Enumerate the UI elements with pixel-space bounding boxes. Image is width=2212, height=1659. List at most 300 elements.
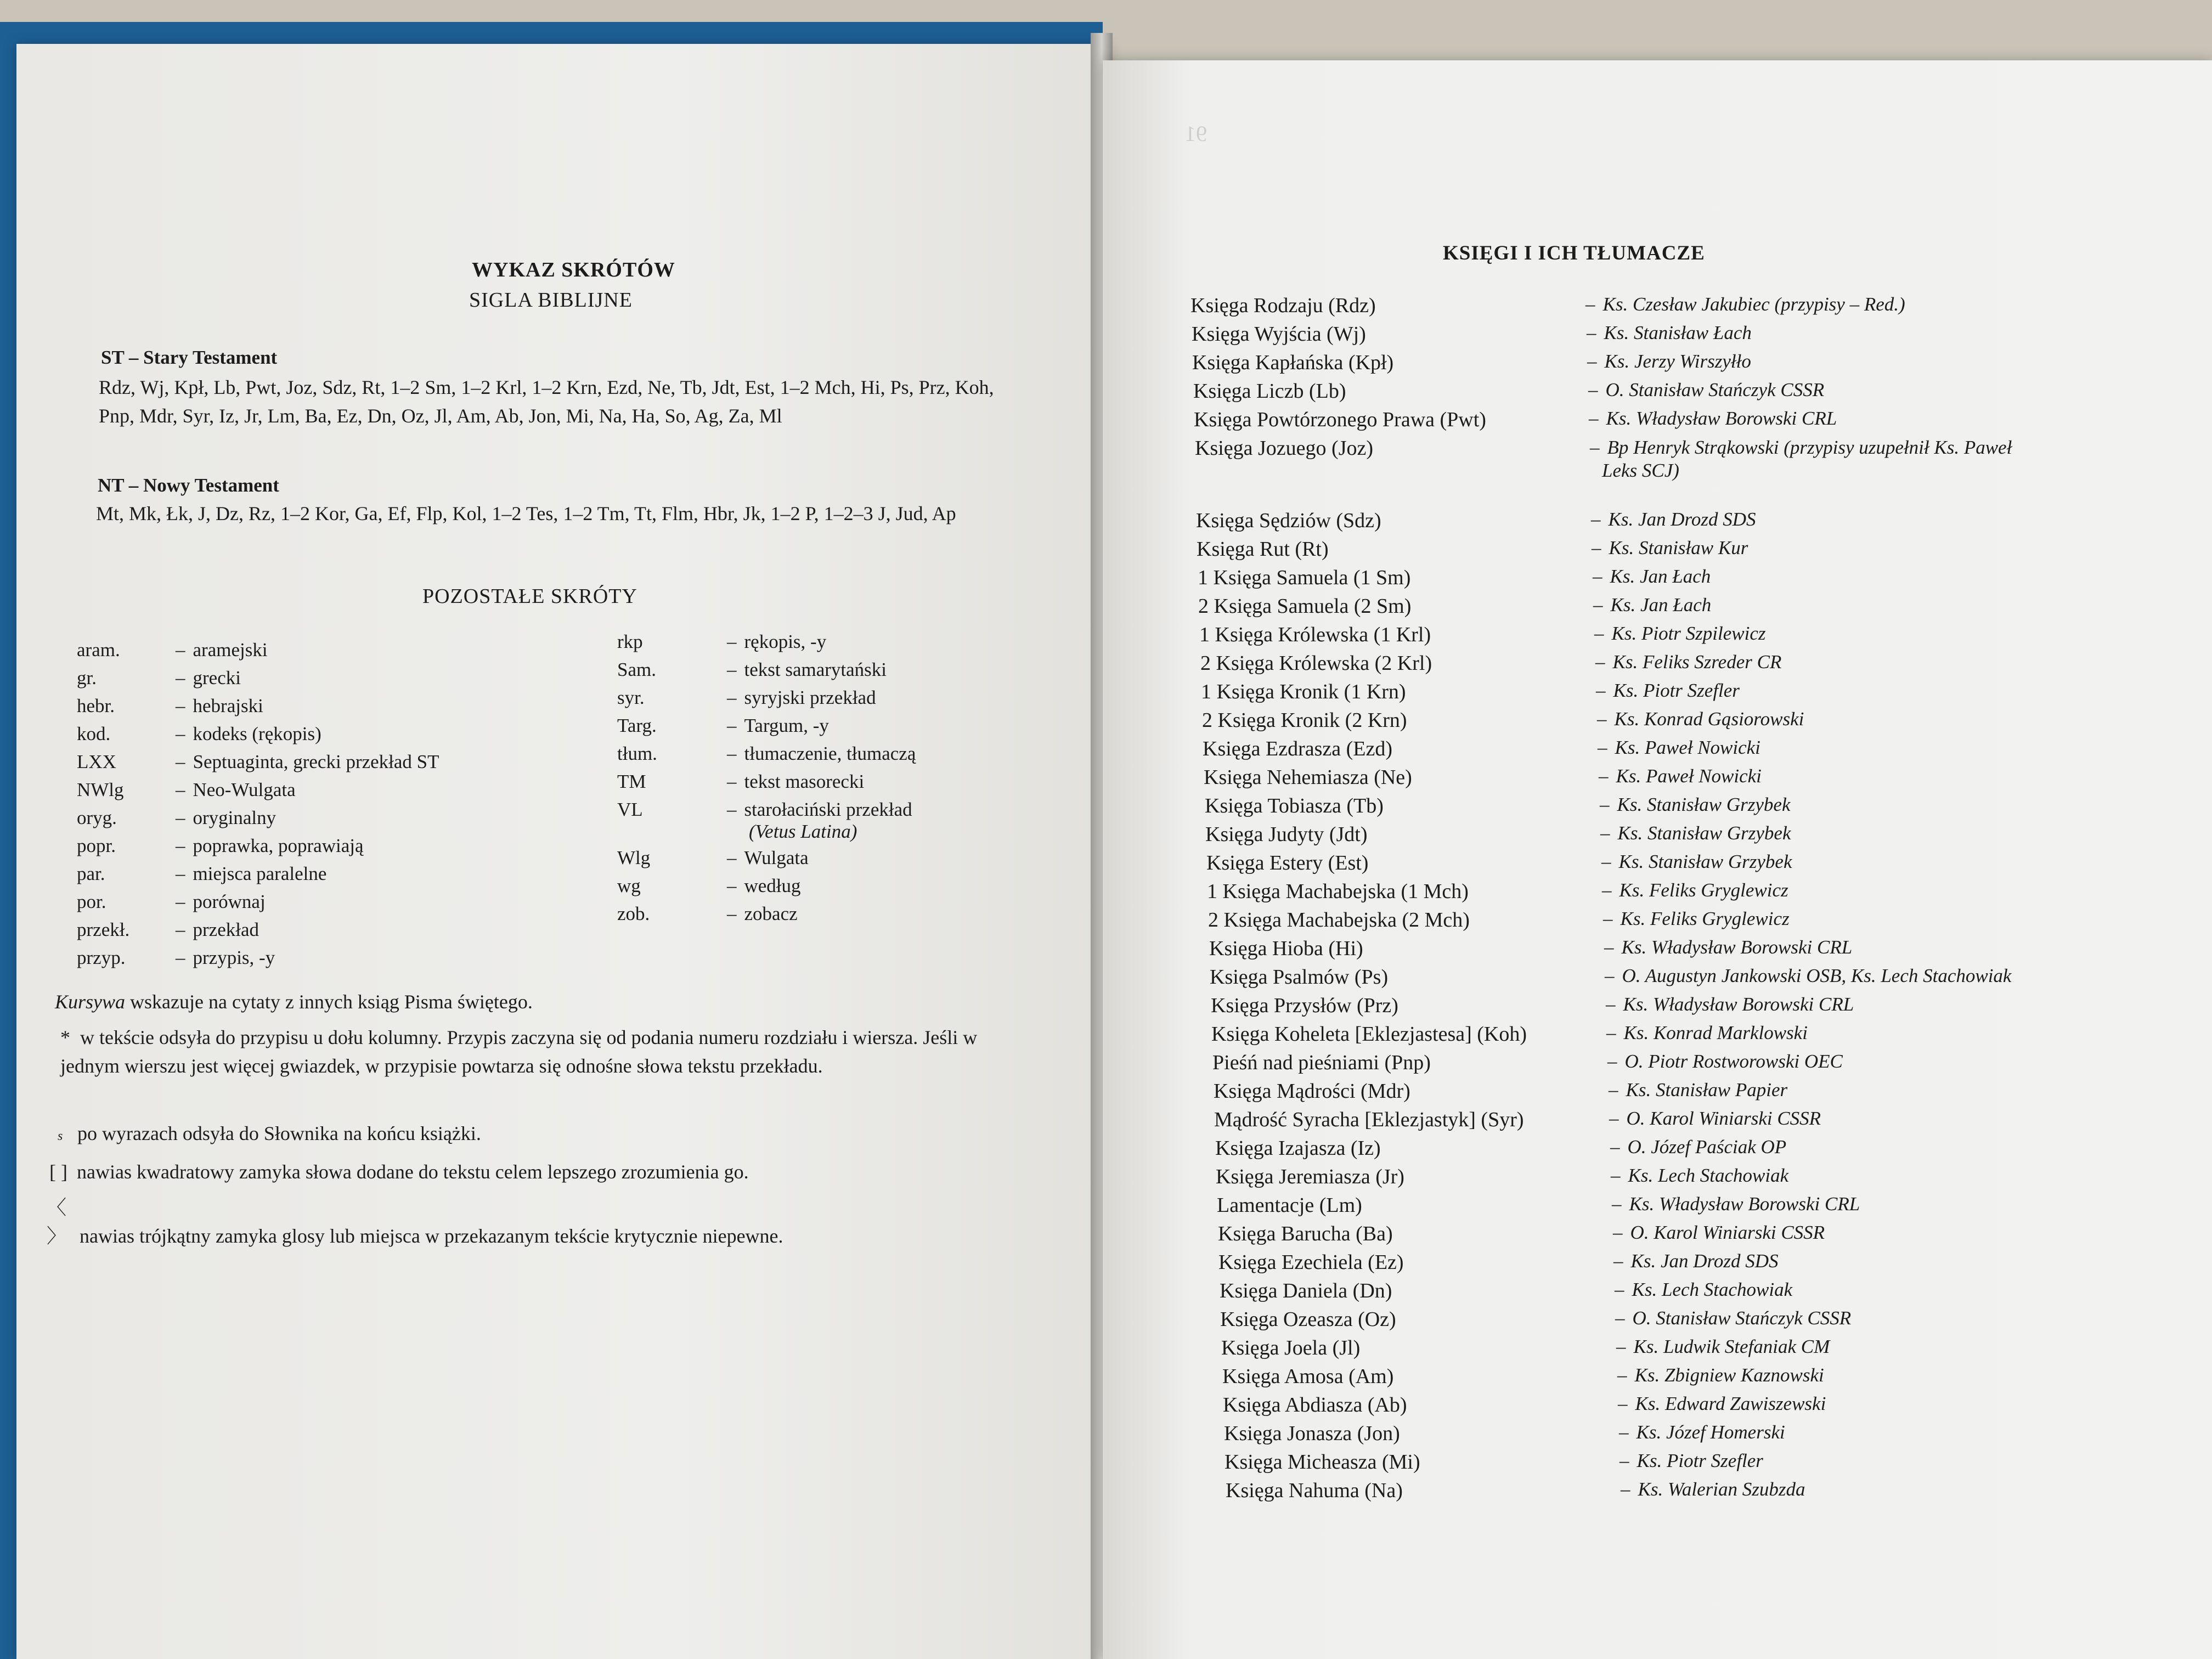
abbreviation-meaning-text: według (744, 875, 801, 896)
dash: – (1590, 437, 1600, 458)
dash: – (1599, 765, 1609, 787)
abbreviation-meaning (176, 919, 259, 947)
new-testament-label: NT – Nowy Testament (98, 475, 279, 496)
translator (1605, 965, 2011, 987)
translator (1613, 1250, 1779, 1272)
dash: – (176, 779, 185, 800)
old-testament-label: ST – Stary Testament (101, 347, 278, 368)
dash: – (727, 847, 737, 868)
translator-name: Ks. Jan Drozd SDS (1608, 509, 1756, 530)
abbreviation-meaning-text: miejsca paralelne (193, 863, 327, 884)
abbreviation-row (617, 847, 916, 875)
translator-name: Ks. Jan Drozd SDS (1630, 1250, 1779, 1272)
abbreviation-meaning (727, 715, 829, 743)
abbreviation-row (77, 807, 439, 835)
dash: – (1613, 1250, 1623, 1272)
abbreviation-key: tłum. (617, 743, 657, 764)
sigla-heading: SIGLA BIBLIJNE (469, 289, 633, 312)
translator (1615, 1307, 1851, 1329)
book-name: Księga Judyty (Jdt) (1205, 823, 1368, 846)
translator (1591, 509, 1756, 531)
abbreviation-meaning (727, 743, 916, 771)
translator-name: Ks. Jan Łach (1610, 566, 1711, 587)
translator (1601, 851, 1792, 873)
dash: – (176, 835, 185, 856)
translator-name: Ks. Piotr Szefler (1613, 680, 1740, 701)
abbreviation-meaning-text: zobacz (744, 903, 798, 924)
abbreviation-key: przyp. (77, 947, 126, 968)
book-name: 2 Księga Samuela (2 Sm) (1198, 595, 1412, 618)
book-name: Księga Powtórzonego Prawa (Pwt) (1194, 408, 1486, 431)
note-italic-word: Kursywa (55, 991, 126, 1013)
dash: – (1612, 1193, 1622, 1215)
book-name: Księga Jonasza (Jon) (1224, 1422, 1400, 1445)
note-asterisk (60, 1023, 1026, 1080)
translator (1619, 1421, 1785, 1443)
abbreviation-row (617, 743, 916, 771)
translator (1615, 1279, 1792, 1301)
dash: – (727, 771, 737, 792)
dash: – (1593, 566, 1602, 587)
dash: – (1613, 1222, 1623, 1243)
translator (1620, 1450, 1763, 1472)
translator (1585, 294, 1905, 315)
abbreviation-meaning (176, 863, 326, 891)
abbreviation-meaning-text: przekład (193, 919, 259, 940)
abbreviation-key: gr. (77, 667, 97, 689)
abbreviation-meaning-text: Septuaginta, grecki przekład ST (193, 751, 439, 772)
dash: – (1620, 1450, 1629, 1471)
translator-name: O. Józef Paściak OP (1627, 1136, 1787, 1158)
translator (1598, 737, 1760, 759)
translator (1618, 1393, 1826, 1415)
dash: – (1604, 936, 1614, 958)
dash: – (1602, 879, 1612, 901)
note-asterisk-text: w tekście odsyła do przypisu u dołu kolumny. Przypis zaczyna się od podania numeru rozdziału i wiersza. Jeśli w jednym wierszu jest więcej gwiazdek, w przypisie powtarza się odnośne słowa tekstu przekładu. (60, 1026, 978, 1077)
book-name: Księga Liczb (Lb) (1193, 380, 1346, 403)
dash: – (727, 659, 737, 680)
translator-name: Ks. Stanisław Kur (1609, 537, 1748, 558)
translator (1589, 408, 1837, 430)
dash: – (1592, 537, 1601, 558)
dash: – (727, 687, 737, 708)
abbreviation-row (77, 947, 439, 975)
abbreviation-key: syr. (617, 687, 645, 708)
book-name: Księga Koheleta [Eklezjastesa] (Koh) (1211, 1023, 1527, 1046)
translator-name-continued: Leks SCJ) (1602, 460, 1679, 481)
abbreviation-meaning-text: poprawka, poprawiają (193, 835, 364, 856)
book-name: Księga Mądrości (Mdr) (1214, 1080, 1410, 1103)
asterisk-symbol: * (60, 1026, 70, 1048)
abbreviation-row (617, 631, 916, 659)
translator (1602, 879, 1788, 901)
abbreviation-meaning (176, 835, 363, 863)
translator (1597, 708, 1804, 730)
abbreviation-meaning-text: tekst masorecki (744, 771, 865, 792)
translator (1595, 651, 1781, 673)
translator (1593, 594, 1711, 616)
dash: – (1609, 1108, 1619, 1129)
dash: – (1600, 822, 1610, 844)
dash: – (1618, 1393, 1628, 1414)
book-name: Księga Ezechiela (Ez) (1218, 1251, 1404, 1274)
translator-name: O. Piotr Rostworowski OEC (1624, 1051, 1843, 1072)
abbreviation-meaning (176, 751, 439, 779)
dash: – (1587, 351, 1597, 372)
book-name: Mądrość Syracha [Eklezjastyk] (Syr) (1214, 1108, 1524, 1131)
translator-name: Ks. Stanisław Łach (1604, 322, 1752, 343)
abbreviation-meaning (727, 875, 801, 903)
abbreviation-meaning-text: grecki (193, 667, 241, 689)
book-name: Księga Nehemiasza (Ne) (1204, 766, 1412, 789)
abbreviation-key: kod. (77, 723, 111, 744)
abbreviation-row (77, 723, 439, 751)
note-dictionary-text: po wyrazach odsyła do Słownika na końcu książki. (77, 1122, 481, 1144)
dash: – (1619, 1421, 1629, 1443)
note-italic-text: wskazuje na cytaty z innych ksiąg Pisma świętego. (125, 991, 533, 1013)
translator (1600, 794, 1790, 816)
abbreviation-row (77, 695, 439, 723)
book-name: Księga Hioba (Hi) (1209, 937, 1363, 960)
abbreviation-meaning (727, 687, 876, 715)
translator-name: Ks. Stanisław Papier (1626, 1079, 1788, 1101)
translator (1616, 1336, 1830, 1358)
book-name: Księga Kapłańska (Kpł) (1192, 351, 1394, 374)
abbreviation-key: hebr. (77, 695, 115, 716)
right-page (1103, 60, 2212, 1659)
translator-name: Ks. Konrad Gąsiorowski (1614, 708, 1804, 730)
translator-name: O. Karol Winiarski CSSR (1630, 1222, 1825, 1243)
translator (1603, 908, 1790, 930)
note-square-brackets (49, 1158, 1048, 1186)
books-translators-title: KSIĘGI I ICH TŁUMACZE (1443, 242, 1705, 264)
abbreviation-key: zob. (617, 903, 650, 924)
dash: – (1611, 1165, 1621, 1186)
abbreviation-list-right (617, 631, 916, 931)
dash: – (1617, 1364, 1627, 1386)
abbreviation-row (617, 875, 916, 903)
dash: – (727, 715, 737, 736)
abbreviation-meaning-text: tłumaczenie, tłumaczą (744, 743, 916, 764)
translator (1587, 351, 1751, 373)
translator-name: Ks. Feliks Gryglewicz (1620, 908, 1790, 929)
dash: – (1607, 1051, 1617, 1072)
translator (1621, 1479, 1805, 1500)
abbreviation-row (617, 687, 916, 715)
dash: – (176, 639, 185, 661)
dash: – (1616, 1336, 1626, 1357)
abbreviation-row (617, 715, 916, 743)
abbreviation-meaning (176, 807, 276, 835)
new-testament-sigla: Mt, Mk, Łk, J, Dz, Rz, 1–2 Kor, Ga, Ef, Flp, Kol, 1–2 Tes, 1–2 Tm, Tt, Flm, Hbr, Jk, 1–2 P, 1–2–3 J, Jud, Ap (96, 503, 956, 524)
dash: – (1587, 322, 1596, 343)
abbreviation-meaning-text: tekst samarytański (744, 659, 887, 680)
translator (1609, 1108, 1821, 1130)
translator (1611, 1165, 1788, 1187)
dash: – (727, 743, 737, 764)
note-italic (55, 988, 1053, 1016)
dash: – (1595, 651, 1605, 673)
translator (1610, 1136, 1786, 1158)
abbreviation-row (77, 891, 439, 919)
dash: – (727, 799, 737, 820)
translator-name: Ks. Ludwik Stefaniak CM (1633, 1336, 1830, 1357)
note-square-brackets-text: nawias kwadratowy zamyka słowa dodane do tekstu celem lepszego zrozumienia go. (77, 1161, 749, 1183)
dash: – (176, 919, 185, 940)
abbreviation-row (77, 863, 439, 891)
dash: – (1606, 1022, 1616, 1043)
translator-name: O. Augustyn Jankowski OSB, Ks. Lech Stachowiak (1622, 965, 2012, 986)
note-angle-brackets (47, 1193, 1045, 1250)
translator-name: Ks. Józef Homerski (1636, 1421, 1785, 1443)
translator-name: Ks. Władysław Borowski CRL (1621, 936, 1853, 958)
dash: – (1601, 851, 1611, 872)
book-name: Pieśń nad pieśniami (Pnp) (1212, 1051, 1431, 1074)
book-name: Księga Wyjścia (Wj) (1192, 323, 1366, 346)
book-name: 2 Księga Królewska (2 Krl) (1200, 652, 1432, 675)
abbreviation-meaning (176, 639, 268, 667)
book-name: Księga Sędziów (Sdz) (1196, 509, 1381, 532)
translator-name: Ks. Władysław Borowski CRL (1606, 408, 1837, 429)
abbreviation-meaning (176, 667, 241, 695)
translator-name: Ks. Władysław Borowski CRL (1629, 1193, 1860, 1215)
abbreviation-key: przekł. (77, 919, 130, 940)
dash: – (176, 723, 185, 744)
abbreviation-meaning (727, 903, 798, 931)
dash: – (1588, 379, 1598, 400)
dash: – (176, 751, 185, 772)
translator-name: Ks. Zbigniew Kaznowski (1634, 1364, 1824, 1386)
book-name: Księga Psalmów (Ps) (1210, 966, 1389, 989)
abbreviations-title: WYKAZ SKRÓTÓW (472, 258, 675, 281)
dash: – (1610, 1136, 1620, 1158)
translator (1617, 1364, 1824, 1386)
dash: – (176, 807, 185, 828)
abbreviation-row (617, 659, 916, 687)
abbreviation-key: VL (617, 799, 643, 820)
dash: – (1598, 737, 1607, 758)
dash: – (1600, 794, 1610, 815)
abbreviation-row (77, 751, 439, 779)
abbreviation-key: aram. (77, 639, 120, 661)
translator-name: Ks. Piotr Szpilewicz (1611, 623, 1766, 644)
dash: – (176, 947, 185, 968)
dash: – (176, 695, 185, 716)
book-name: Księga Rodzaju (Rdz) (1190, 294, 1376, 317)
translator (1599, 765, 1762, 787)
translator-name: Ks. Konrad Marklowski (1623, 1022, 1808, 1043)
dash: – (1615, 1307, 1625, 1329)
abbreviation-row (617, 799, 916, 847)
book-name: Księga Nahuma (Na) (1226, 1479, 1403, 1502)
book-name: Lamentacje (Lm) (1217, 1194, 1362, 1217)
left-page (16, 44, 1108, 1659)
dash: – (1585, 294, 1595, 315)
abbreviation-key: NWlg (77, 779, 124, 800)
abbreviation-key: par. (77, 863, 105, 884)
book-name: Księga Daniela (Dn) (1220, 1279, 1392, 1302)
abbreviation-meaning-text: porównaj (193, 891, 266, 912)
translator-name: Ks. Feliks Szreder CR (1612, 651, 1782, 673)
old-testament-sigla: Rdz, Wj, Kpł, Lb, Pwt, Joz, Sdz, Rt, 1–2 Sm, 1–2 Krl, 1–2 Krn, Ezd, Ne, Tb, Jdt, Est, 1–2 Mch, Hi, Ps, Prz, Koh, Pnp, Mdr, Syr, Iz, Jr, Lm, Ba, Ez, Dn, Oz, Jl, Am, Ab, Jon, Mi, Na, Ha, So, Ag, Za, Ml (99, 376, 994, 427)
book-name: 2 Księga Kronik (2 Krn) (1202, 709, 1407, 732)
translator (1592, 537, 1748, 559)
book-name: 1 Księga Królewska (1 Krl) (1199, 623, 1431, 646)
translator (1607, 1051, 1843, 1073)
abbreviation-row (77, 667, 439, 695)
dash: – (1603, 908, 1613, 929)
translator-name: Ks. Paweł Nowicki (1615, 737, 1760, 758)
translator-name: Ks. Jan Łach (1610, 594, 1712, 616)
book-name: Księga Amosa (Am) (1222, 1365, 1394, 1388)
abbreviation-meaning-text: Targum, -y (744, 715, 829, 736)
book-name: Księga Rut (Rt) (1197, 538, 1329, 561)
abbreviation-row (77, 779, 439, 807)
translator (1594, 623, 1766, 645)
translator-name: Ks. Piotr Szefler (1637, 1450, 1763, 1471)
abbreviation-key: Sam. (617, 659, 656, 680)
translator (1600, 822, 1791, 844)
dash: – (1593, 594, 1603, 616)
dash: – (1621, 1479, 1630, 1500)
book-name: Księga Izajasza (Iz) (1215, 1137, 1381, 1160)
dash: – (1609, 1079, 1618, 1101)
dash: – (727, 875, 737, 896)
book-name: Księga Przysłów (Prz) (1211, 994, 1398, 1017)
dash: – (1615, 1279, 1624, 1300)
translator-name: Ks. Walerian Szubzda (1638, 1479, 1805, 1500)
abbreviation-meaning-text: przypis, -y (193, 947, 275, 968)
translator (1587, 322, 1752, 344)
book-name: Księga Jeremiasza (Jr) (1216, 1165, 1404, 1188)
abbreviation-row (617, 903, 916, 931)
abbreviation-meaning-text: aramejski (193, 639, 268, 661)
translator-name: Ks. Władysław Borowski CRL (1623, 994, 1854, 1015)
translator (1613, 1222, 1825, 1244)
abbreviation-meaning-extra: (Vetus Latina) (749, 821, 857, 842)
dash: – (1591, 509, 1601, 530)
book-name: Księga Barucha (Ba) (1218, 1222, 1393, 1245)
translator-name: Ks. Lech Stachowiak (1628, 1165, 1789, 1186)
dash: – (727, 631, 737, 652)
dash: – (176, 667, 185, 689)
translator (1609, 1079, 1787, 1101)
abbreviation-meaning (176, 723, 321, 751)
show-through-page-number: 91 (1185, 121, 1207, 146)
translator-name: O. Karol Winiarski CSSR (1626, 1108, 1821, 1129)
translator-name: Ks. Paweł Nowicki (1616, 765, 1762, 787)
translator-name: Ks. Stanisław Grzybek (1617, 822, 1791, 844)
book-name: Księga Jozuego (Joz) (1195, 437, 1374, 460)
square-brackets-symbol: [ ] (49, 1161, 67, 1183)
book-name: Księga Ozeasza (Oz) (1220, 1308, 1396, 1331)
abbreviation-meaning-text: syryjski przekład (744, 687, 876, 708)
abbreviation-meaning-text: starołaciński przekład (744, 799, 912, 820)
abbreviation-key: Wlg (617, 847, 651, 868)
translator (1596, 680, 1740, 702)
translator-name: Bp Henryk Strąkowski (przypisy uzupełnił Ks. Paweł (1607, 437, 2012, 458)
translator (1612, 1193, 1860, 1215)
abbreviation-meaning-text: hebrajski (193, 695, 263, 716)
abbreviation-meaning (727, 771, 864, 799)
dash: – (1597, 708, 1607, 730)
book-name: Księga Estery (Est) (1206, 851, 1369, 874)
abbreviation-meaning-text: rękopis, -y (744, 631, 827, 652)
dash: – (176, 891, 185, 912)
dash: – (1594, 623, 1604, 644)
translator-name: Ks. Czesław Jakubiec (przypisy – Red.) (1602, 294, 1905, 315)
book-name: Księga Joela (Jl) (1221, 1336, 1361, 1359)
dash: – (1589, 408, 1599, 429)
translator-name: Ks. Jerzy Wirszyłło (1604, 351, 1751, 372)
abbreviation-key: por. (77, 891, 106, 912)
translator (1590, 436, 2012, 482)
book-name: 1 Księga Kronik (1 Krn) (1201, 680, 1406, 703)
abbreviation-key: popr. (77, 835, 116, 856)
book-name: Księga Abdiasza (Ab) (1223, 1393, 1407, 1417)
translator-name: Ks. Feliks Gryglewicz (1619, 879, 1788, 901)
abbreviation-key: oryg. (77, 807, 117, 828)
abbreviation-key: rkp (617, 631, 643, 652)
translator (1604, 936, 1852, 958)
abbreviation-meaning (176, 891, 266, 919)
abbreviation-row (77, 919, 439, 947)
book-name: 1 Księga Machabejska (1 Mch) (1207, 880, 1469, 903)
book-name: Księga Ezdrasza (Ezd) (1203, 737, 1393, 760)
dictionary-symbol: s (58, 1129, 63, 1143)
abbreviation-meaning (727, 659, 887, 687)
book-name: 2 Księga Machabejska (2 Mch) (1208, 909, 1470, 932)
abbreviation-list-left (77, 639, 439, 975)
angle-brackets-symbol: 〈 〉 (47, 1197, 67, 1247)
translator-name: Ks. Stanisław Grzybek (1618, 851, 1792, 872)
book-name: Księga Tobiasza (Tb) (1205, 794, 1384, 817)
book-name: Księga Micheasza (Mi) (1224, 1451, 1420, 1474)
translator (1588, 379, 1824, 401)
dash: – (727, 903, 737, 924)
dash: – (176, 863, 185, 884)
abbreviation-row (77, 639, 439, 667)
translator-name: Ks. Edward Zawiszewski (1635, 1393, 1826, 1414)
abbreviation-key: LXX (77, 751, 116, 772)
book-name: 1 Księga Samuela (1 Sm) (1198, 566, 1411, 589)
translator (1593, 566, 1711, 588)
note-angle-brackets-text: nawias trójkątny zamyka glosy lub miejsca w przekazanym tekście krytycznie niepewne. (80, 1225, 783, 1247)
abbreviation-row (77, 835, 439, 863)
translator (1606, 1022, 1808, 1044)
abbreviation-meaning (727, 847, 809, 875)
dash: – (1606, 994, 1616, 1015)
abbreviation-key: Targ. (617, 715, 657, 736)
abbreviation-meaning-text: Neo-Wulgata (193, 779, 296, 800)
translator-name: O. Stanisław Stańczyk CSSR (1632, 1307, 1852, 1329)
abbreviation-row (617, 771, 916, 799)
translator-name: Ks. Lech Stachowiak (1632, 1279, 1793, 1300)
dash: – (1605, 965, 1615, 986)
abbreviation-meaning-text: oryginalny (193, 807, 276, 828)
other-abbreviations-heading: POZOSTAŁE SKRÓTY (422, 585, 637, 608)
abbreviation-meaning-text: kodeks (rękopis) (193, 723, 321, 744)
note-dictionary (58, 1119, 1056, 1150)
abbreviation-meaning (727, 631, 826, 659)
abbreviation-meaning (176, 695, 263, 723)
abbreviation-meaning (176, 947, 275, 975)
abbreviation-meaning (727, 799, 912, 847)
abbreviation-meaning-text: Wulgata (744, 847, 809, 868)
abbreviation-meaning (176, 779, 296, 807)
dash: – (1596, 680, 1606, 701)
translator-name: O. Stanisław Stańczyk CSSR (1605, 379, 1825, 400)
